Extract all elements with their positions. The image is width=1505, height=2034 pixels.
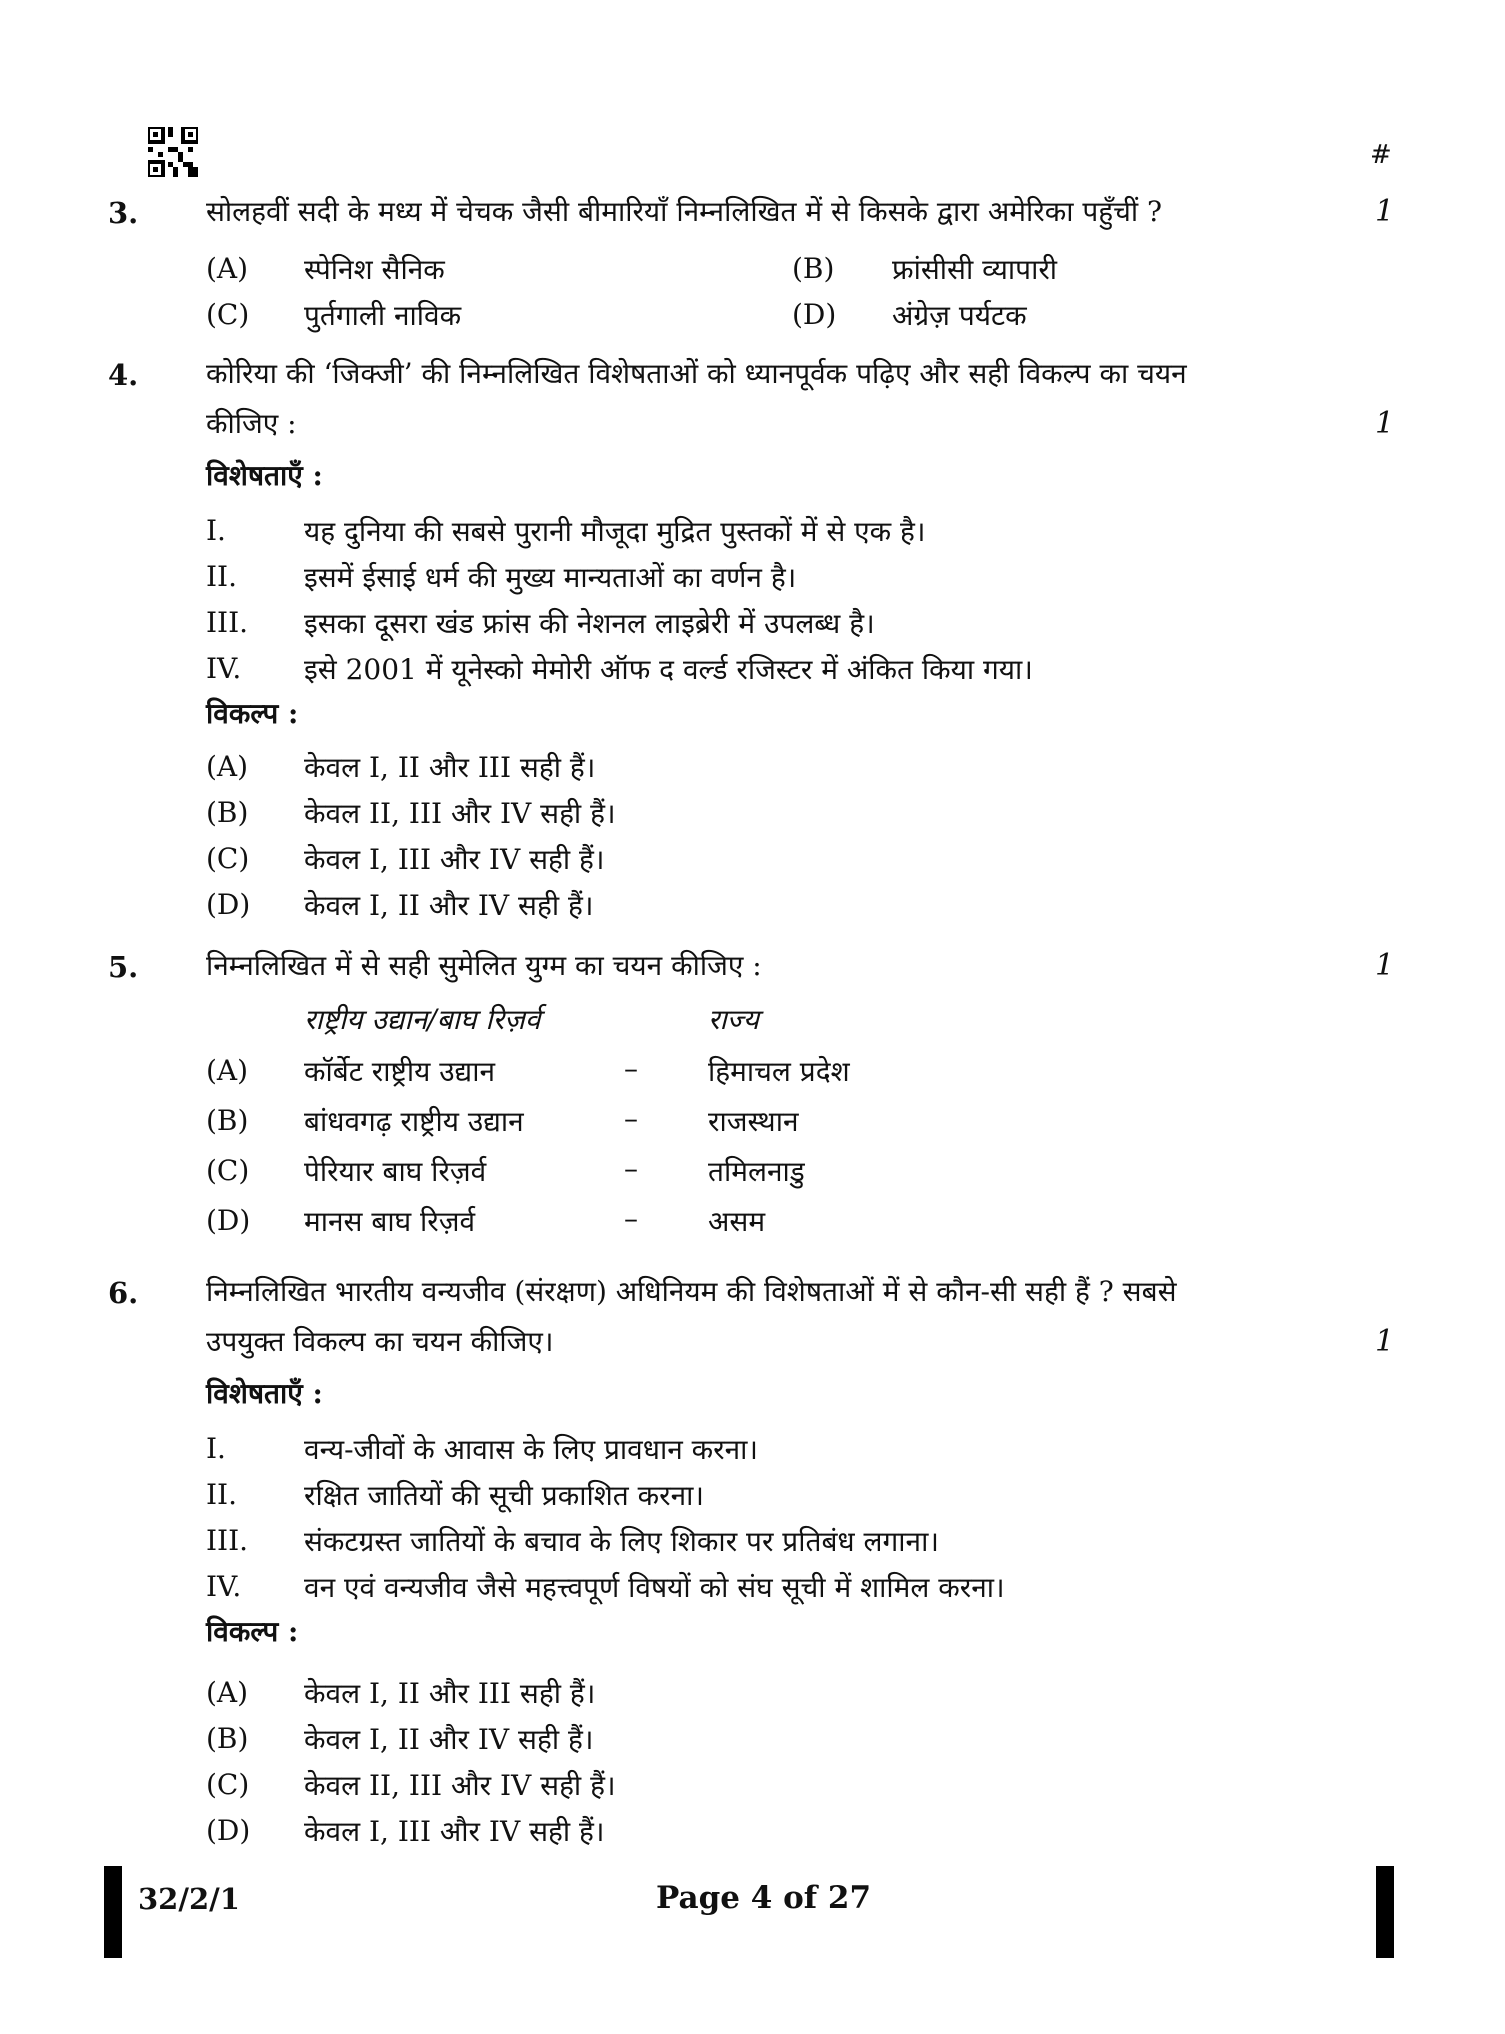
option-text: केवल I, III और IV सही हैं।	[304, 1815, 605, 1848]
option-label: (B)	[206, 1722, 249, 1755]
question-marks: 1	[1375, 406, 1395, 441]
option-label: (A)	[206, 750, 249, 783]
qr-code-icon	[148, 127, 198, 177]
option-right: हिमाचल प्रदेश	[708, 1055, 850, 1088]
option-text: केवल I, II और IV सही हैं।	[304, 1723, 594, 1756]
feature-label: II.	[206, 560, 238, 593]
question-text-line1: कोरिया की ‘जिक्जी’ की निम्नलिखित विशेषताओं को ध्यानपूर्वक पढ़िए और सही विकल्प का चयन	[206, 357, 1187, 390]
question-text: सोलहवीं सदी के मध्य में चेचक जैसी बीमारियाँ निम्नलिखित में से किसके द्वारा अमेरिका पहुँचीं ?	[206, 195, 1163, 228]
feature-label: I.	[206, 514, 226, 547]
question-number: 4.	[108, 358, 139, 392]
question-marks: 1	[1375, 1324, 1395, 1359]
column-header-right: राज्य	[708, 1003, 759, 1036]
option-right: असम	[708, 1205, 766, 1238]
features-heading: विशेषताएँ :	[206, 1377, 323, 1410]
option-left: मानस बाघ रिज़र्व	[304, 1205, 476, 1238]
option-label: (A)	[206, 252, 249, 285]
hash-mark: #	[1370, 140, 1392, 170]
option-left: बांधवगढ़ राष्ट्रीय उद्यान	[304, 1105, 524, 1138]
feature-label: I.	[206, 1432, 226, 1465]
option-text: केवल I, III और IV सही हैं।	[304, 843, 605, 876]
option-label: (D)	[206, 1814, 251, 1847]
question-marks: 1	[1375, 194, 1395, 229]
feature-text: इसे 2001 में यूनेस्को मेमोरी ऑफ द वर्ल्ड रजिस्टर में अंकित किया गया।	[304, 653, 1033, 686]
option-text: केवल II, III और IV सही हैं।	[304, 1769, 616, 1802]
option-dash: –	[624, 1152, 638, 1185]
feature-text: वन्य-जीवों के आवास के लिए प्रावधान करना।	[304, 1433, 758, 1466]
question-text-line2: उपयुक्त विकल्प का चयन कीजिए।	[206, 1325, 554, 1358]
options-heading: विकल्प :	[206, 1615, 299, 1648]
feature-label: IV.	[206, 652, 242, 685]
option-dash: –	[624, 1052, 638, 1085]
question-text-line1: निम्नलिखित भारतीय वन्यजीव (संरक्षण) अधिनियम की विशेषताओं में से कौन-सी सही हैं ? सबसे	[206, 1275, 1177, 1308]
question-number: 6.	[108, 1276, 139, 1310]
option-label: (D)	[206, 1204, 251, 1237]
option-text: केवल II, III और IV सही हैं।	[304, 797, 616, 830]
feature-label: III.	[206, 1524, 249, 1557]
column-header-left: राष्ट्रीय उद्यान/बाघ रिज़र्व	[304, 1003, 541, 1036]
feature-label: IV.	[206, 1570, 242, 1603]
option-label: (C)	[206, 1154, 250, 1187]
option-right: तमिलनाडु	[708, 1155, 805, 1188]
option-left: कॉर्बेट राष्ट्रीय उद्यान	[304, 1055, 495, 1088]
option-label: (A)	[206, 1676, 249, 1709]
options-heading: विकल्प :	[206, 697, 299, 730]
feature-label: III.	[206, 606, 249, 639]
paper-code: 32/2/1	[138, 1882, 240, 1916]
feature-text: इसमें ईसाई धर्म की मुख्य मान्यताओं का वर्णन है।	[304, 561, 797, 594]
option-label: (C)	[206, 1768, 250, 1801]
option-dash: –	[624, 1102, 638, 1135]
option-label: (C)	[206, 298, 250, 331]
option-label: (A)	[206, 1054, 249, 1087]
feature-text: संकटग्रस्त जातियों के बचाव के लिए शिकार पर प्रतिबंध लगाना।	[304, 1525, 939, 1558]
option-right: राजस्थान	[708, 1105, 799, 1138]
option-dash: –	[624, 1202, 638, 1235]
option-text: केवल I, II और III सही हैं।	[304, 751, 596, 784]
option-text: पुर्तगाली नाविक	[304, 299, 462, 332]
feature-text: इसका दूसरा खंड फ्रांस की नेशनल लाइब्रेरी में उपलब्ध है।	[304, 607, 875, 640]
question-number: 5.	[108, 950, 139, 984]
option-label: (B)	[206, 796, 249, 829]
option-text: केवल I, II और IV सही हैं।	[304, 889, 594, 922]
footer-bar-left	[104, 1866, 122, 1958]
option-label: (D)	[792, 298, 837, 331]
option-text: फ्रांसीसी व्यापारी	[892, 253, 1058, 286]
option-label: (B)	[206, 1104, 249, 1137]
question-number: 3.	[108, 196, 139, 230]
page-number: Page 4 of 27	[656, 1880, 872, 1916]
option-label: (B)	[792, 252, 835, 285]
option-text: अंग्रेज़ पर्यटक	[892, 299, 1027, 332]
features-heading: विशेषताएँ :	[206, 459, 323, 492]
question-text: निम्नलिखित में से सही सुमेलित युग्म का चयन कीजिए :	[206, 949, 762, 982]
option-text: केवल I, II और III सही हैं।	[304, 1677, 596, 1710]
option-label: (C)	[206, 842, 250, 875]
feature-text: वन एवं वन्यजीव जैसे महत्त्वपूर्ण विषयों को संघ सूची में शामिल करना।	[304, 1571, 1005, 1604]
feature-text: यह दुनिया की सबसे पुरानी मौजूदा मुद्रित पुस्तकों में से एक है।	[304, 515, 926, 548]
option-text: स्पेनिश सैनिक	[304, 253, 445, 286]
feature-text: रक्षित जातियों की सूची प्रकाशित करना।	[304, 1479, 704, 1512]
footer-bar-right	[1376, 1866, 1394, 1958]
question-text-line2: कीजिए :	[206, 407, 297, 440]
feature-label: II.	[206, 1478, 238, 1511]
option-left: पेरियार बाघ रिज़र्व	[304, 1155, 487, 1188]
question-marks: 1	[1375, 948, 1395, 983]
option-label: (D)	[206, 888, 251, 921]
